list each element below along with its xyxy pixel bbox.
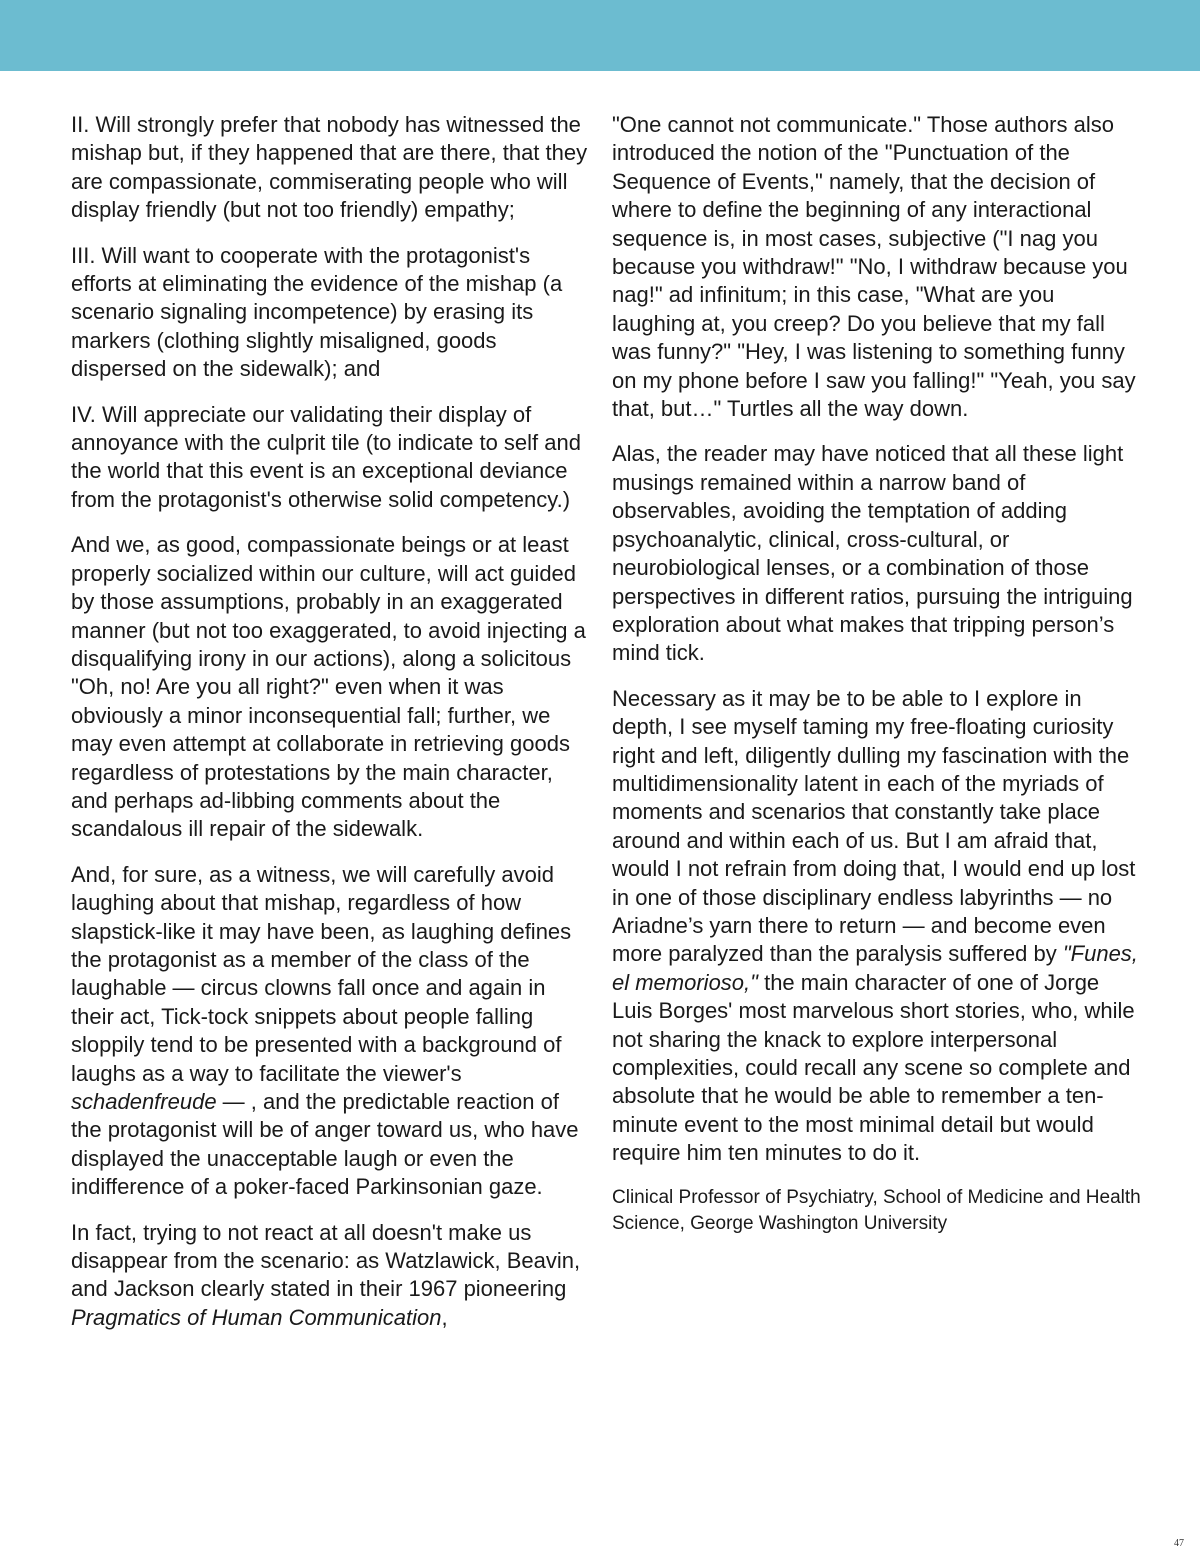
paragraph-watzlawick [71, 1219, 591, 1333]
paragraph-laughing [71, 861, 591, 1202]
text-run: In fact, trying to not react at all doesn't make us disappear from the scenario: as Watzlawick, Beavin, and Jackson clearly stated in their 1967 pioneering [71, 1219, 581, 1302]
paragraph-assumptions: And we, as good, compassionate beings or at least properly socialized within our culture, will act guided by those assumptions, probably in an exaggerated manner (but not too exaggerated, to avoid injecting a disqualifying irony in our actions), along a solicitous "Oh, no! Are you all right?" even when it was obviously a minor inconsequential fall; further, we may even attempt at collaborate in retrieving goods regardless of protestations by the main character, and perhaps ad-libbing comments about the scandalous ill repair of the sidewalk. [71, 532, 586, 842]
text-run: Necessary as it may be to be able to I explore in depth, I see myself taming my free-floating curiosity right and left, diligently dulling my fascination with the multidimensionality latent in each of the myriads of moments and scenarios that constantly take place around and within each of us. But I am afraid that, would I not refrain from doing that, I would end up lost in one of those disciplinary endless labyrinths — no Ariadne’s yarn there to return — and become even more paralyzed than the paralysis suffered by [612, 685, 1136, 967]
paragraph-communicate: "One cannot not communicate." Those authors also introduced the notion of the "Punctuation of the Sequence of Events," namely, that the decision of where to define the beginning of any interactional sequence is, in most cases, subjective ("I nag you because you withdraw!" "No, I withdraw because you nag!" ad infinitum; in this case, "What are you laughing at, you creep? Do you believe that my fall was funny?" "Hey, I was listening to something funny on my phone before I saw you falling!" "Yeah, you say that, but…" Turtles all the way down. [612, 112, 1136, 422]
paragraph-alas: Alas, the reader may have noticed that all these light musings remained within a narrow band of observables, avoiding the temptation of adding psychoanalytic, clinical, cross-cultural, or neurobiological lenses, or a combination of those perspectives in different ratios, pursuing the intriguing exploration about what makes that tripping person’s mind tick. [612, 441, 1133, 666]
header-band [0, 0, 1200, 71]
text-run: , [441, 1304, 448, 1330]
text-run: the main character of one of Jorge Luis Borges' most marvelous short stories, who, while not sharing the knack to explore interpersonal complexities, could recall any scene so complete and absolute that he would be able to remember a ten-minute event to the most minimal detail but would require him ten minutes to do it. [612, 969, 1135, 1166]
author-affiliation: Clinical Professor of Psychiatry, School of Medicine and Health Science, George Washington University [612, 1186, 1141, 1235]
right-column [612, 111, 1142, 1238]
paragraph-point-ii: II. Will strongly prefer that nobody has witnessed the mishap but, if they happened that are there, that they are compassionate, commiserating people who will display friendly (but not too friendly) empathy; [71, 112, 588, 223]
italic-book-title: Pragmatics of Human Communication [71, 1304, 442, 1330]
paragraph-point-iv: IV. Will appreciate our validating their display of annoyance with the culprit tile (to indicate to self and the world that this event is an exceptional deviance from the protagonist's otherwise solid competency.) [71, 401, 581, 512]
paragraph-borges [612, 685, 1142, 1168]
italic-term-schadenfreude: schadenfreude [71, 1089, 217, 1114]
italic-story-title: "Funes, el memorioso," [612, 941, 1138, 995]
left-column [71, 111, 591, 1349]
text-run: — , and the predictable reaction of the protagonist will be of anger toward us, who have displayed the unacceptable laugh or even the indifference of a poker-faced Parkinsonian gaze. [71, 1089, 579, 1200]
page-number: 47 [1174, 1538, 1184, 1549]
paragraph-point-iii: III. Will want to cooperate with the protagonist's efforts at eliminating the evidence of the mishap (a scenario signaling incompetence) by erasing its markers (clothing slightly misaligned, goods dispersed on the sidewalk); and [71, 242, 563, 382]
text-run: And, for sure, as a witness, we will carefully avoid laughing about that mishap, regardless of how slapstick-like it may have been, as laughing defines the protagonist as a member of the class of the laughable — circus clowns fall once and again in their act, Tick-tock snippets about people falling sloppily tend to be presented with a background of laughs as a way to facilitate the viewer's [71, 861, 572, 1086]
